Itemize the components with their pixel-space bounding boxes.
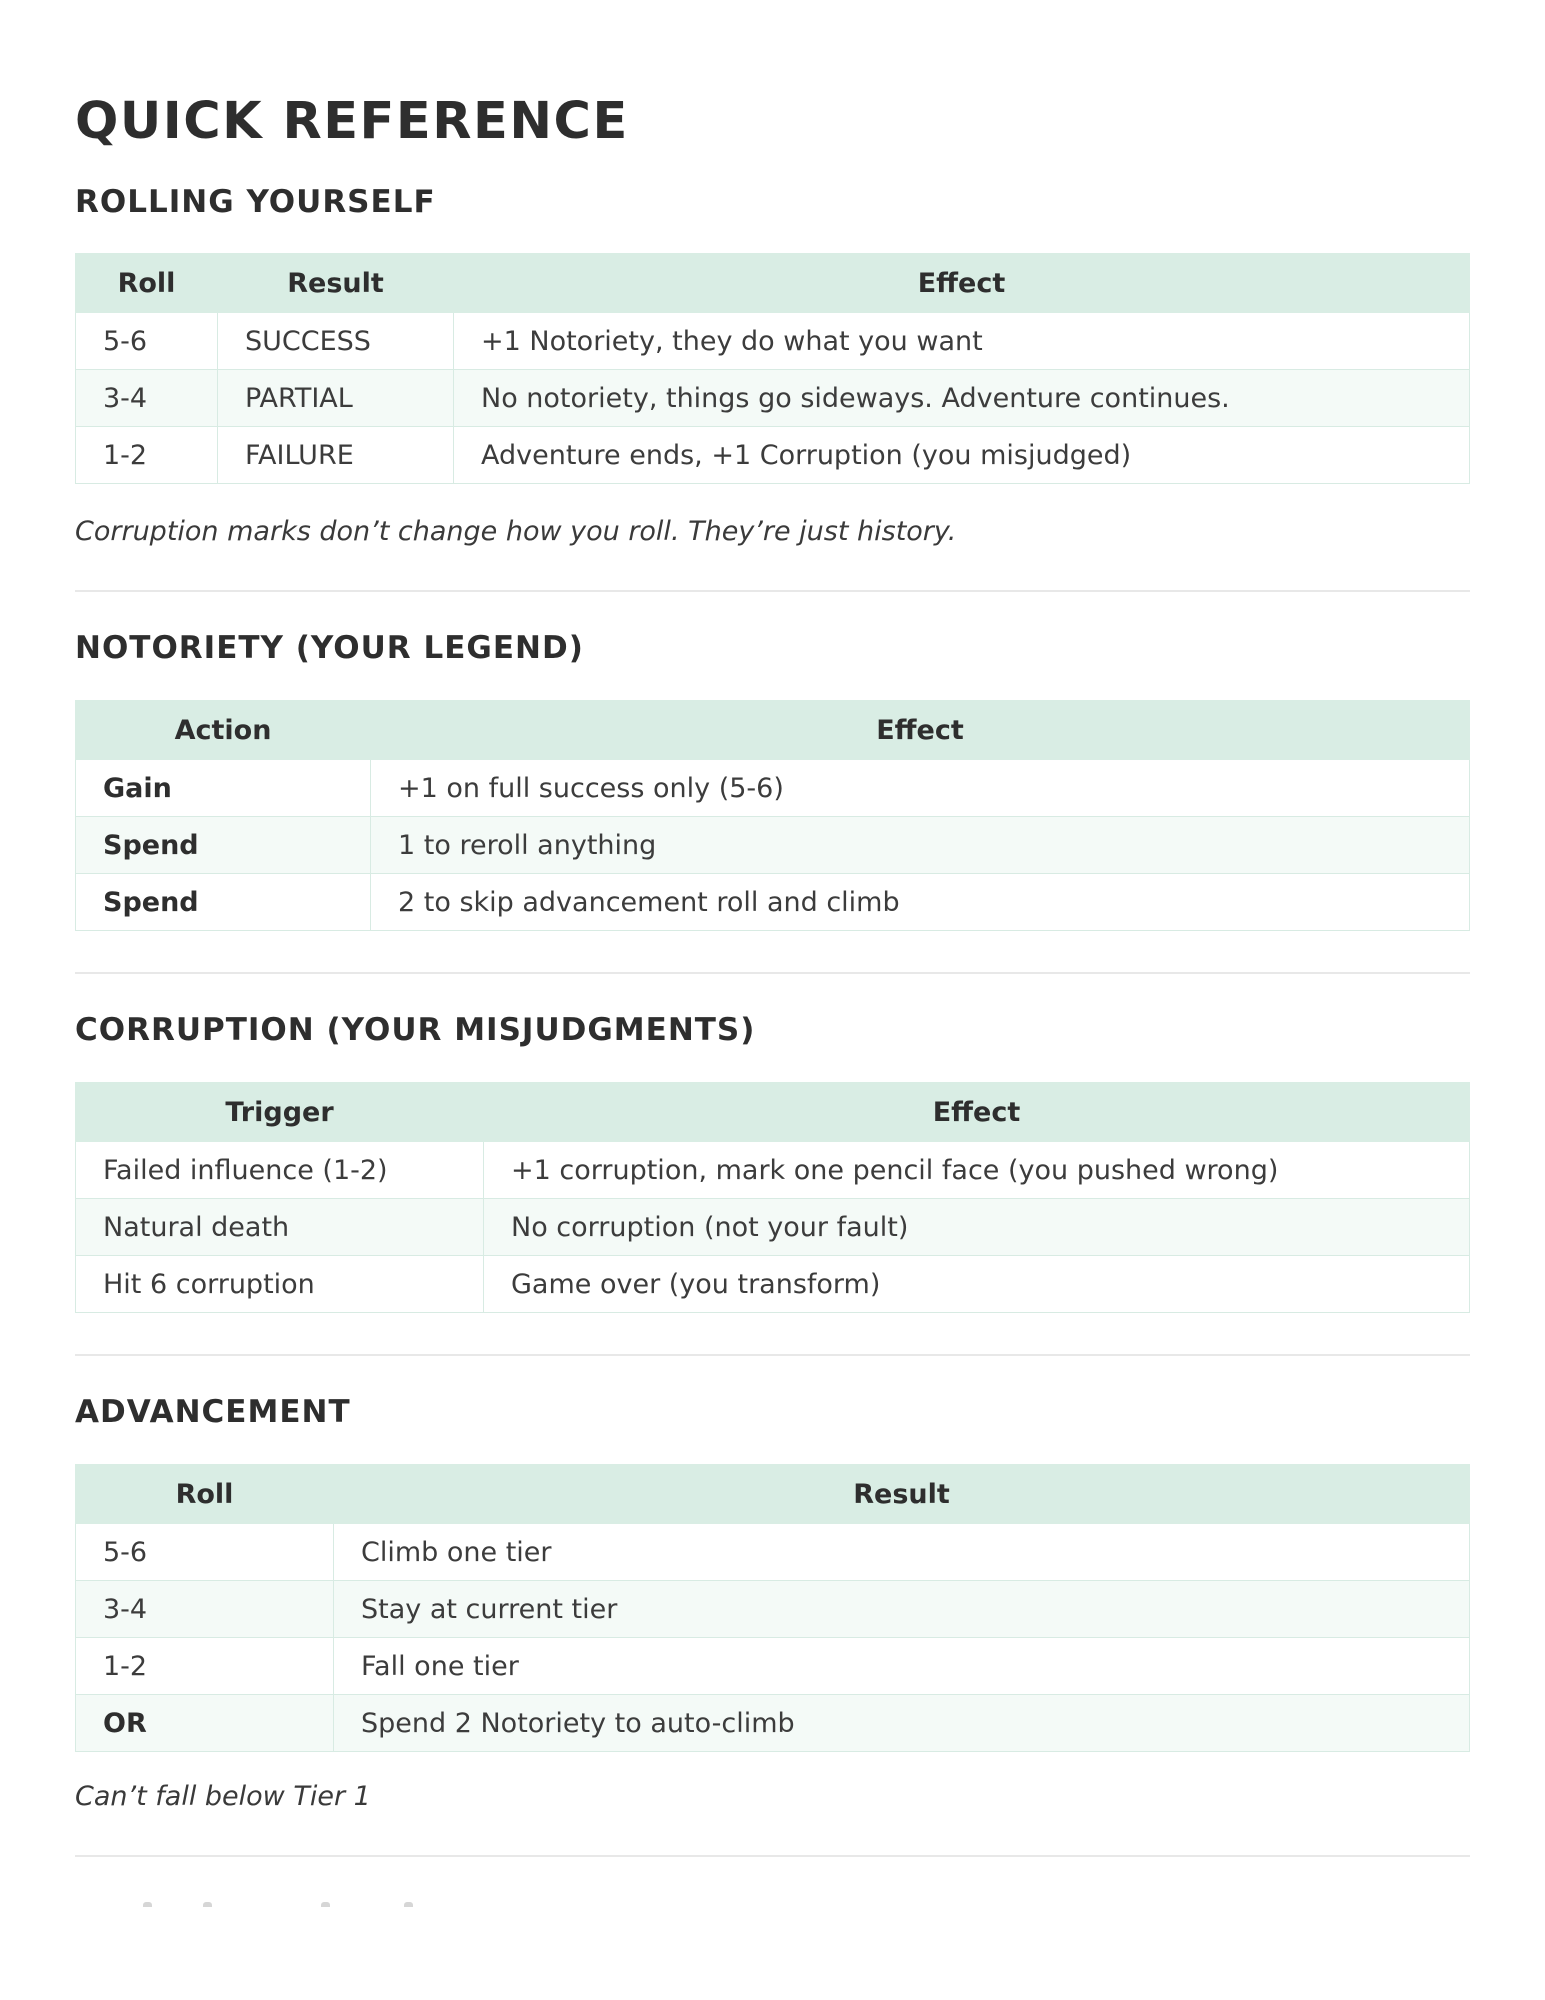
roll-cell: 3-4 (76, 370, 218, 427)
trigger-cell: Hit 6 corruption (76, 1256, 484, 1313)
table-header-row (76, 701, 1470, 760)
table-row (76, 1524, 1470, 1581)
trigger-cell: Natural death (76, 1199, 484, 1256)
table-row (76, 313, 1470, 370)
section-heading-notoriety: NOTORIETY (YOUR LEGEND) (75, 630, 584, 666)
result-cell: Spend 2 Notoriety to auto-climb (334, 1695, 1470, 1752)
cut-off-heading-fragment (75, 1896, 435, 1908)
table-header-row (76, 1083, 1470, 1142)
result-cell: Stay at current tier (334, 1581, 1470, 1638)
table-row (76, 370, 1470, 427)
trigger-cell: Failed influence (1-2) (76, 1142, 484, 1199)
column-header-roll: Roll (76, 1465, 334, 1524)
column-header-roll: Roll (76, 254, 218, 313)
column-header-effect: Effect (484, 1083, 1470, 1142)
result-cell: PARTIAL (218, 370, 454, 427)
table-row (76, 1581, 1470, 1638)
table-row (76, 1695, 1470, 1752)
result-cell: Fall one tier (334, 1638, 1470, 1695)
roll-cell: OR (76, 1695, 334, 1752)
effect-cell: 1 to reroll anything (371, 817, 1470, 874)
section-divider (75, 972, 1470, 974)
table-row (76, 427, 1470, 484)
advancement-table (75, 1464, 1470, 1752)
column-header-result: Result (334, 1465, 1470, 1524)
table-row (76, 1142, 1470, 1199)
roll-cell: 5-6 (76, 313, 218, 370)
roll-cell: 1-2 (76, 1638, 334, 1695)
notoriety-table (75, 700, 1470, 931)
effect-cell: 2 to skip advancement roll and climb (371, 874, 1470, 931)
column-header-effect: Effect (371, 701, 1470, 760)
rolling-note: Corruption marks don’t change how you roll. They’re just history. (75, 516, 957, 547)
page-title: QUICK REFERENCE (75, 92, 629, 151)
section-divider (75, 1354, 1470, 1356)
table-row (76, 817, 1470, 874)
table-row (76, 1638, 1470, 1695)
effect-cell: Adventure ends, +1 Corruption (you misjudged) (454, 427, 1470, 484)
table-header-row (76, 254, 1470, 313)
effect-cell: No corruption (not your fault) (484, 1199, 1470, 1256)
table-row (76, 760, 1470, 817)
section-divider (75, 1855, 1470, 1857)
column-header-action: Action (76, 701, 371, 760)
effect-cell: Game over (you transform) (484, 1256, 1470, 1313)
table-row (76, 1256, 1470, 1313)
advancement-note: Can’t fall below Tier 1 (75, 1781, 371, 1812)
section-heading-advancement: ADVANCEMENT (75, 1394, 351, 1430)
roll-cell: 3-4 (76, 1581, 334, 1638)
roll-cell: 5-6 (76, 1524, 334, 1581)
section-heading-rolling-yourself: ROLLING YOURSELF (75, 184, 436, 220)
rolling-yourself-table (75, 253, 1470, 484)
action-cell: Spend (76, 817, 371, 874)
result-cell: FAILURE (218, 427, 454, 484)
effect-cell: No notoriety, things go sideways. Adventure continues. (454, 370, 1470, 427)
corruption-table (75, 1082, 1470, 1313)
column-header-trigger: Trigger (76, 1083, 484, 1142)
result-cell: Climb one tier (334, 1524, 1470, 1581)
effect-cell: +1 on full success only (5-6) (371, 760, 1470, 817)
section-divider (75, 590, 1470, 592)
effect-cell: +1 Notoriety, they do what you want (454, 313, 1470, 370)
action-cell: Spend (76, 874, 371, 931)
table-row (76, 874, 1470, 931)
section-heading-corruption: CORRUPTION (YOUR MISJUDGMENTS) (75, 1012, 756, 1048)
effect-cell: +1 corruption, mark one pencil face (you pushed wrong) (484, 1142, 1470, 1199)
result-cell: SUCCESS (218, 313, 454, 370)
column-header-effect: Effect (454, 254, 1470, 313)
table-row (76, 1199, 1470, 1256)
action-cell: Gain (76, 760, 371, 817)
column-header-result: Result (218, 254, 454, 313)
roll-cell: 1-2 (76, 427, 218, 484)
table-header-row (76, 1465, 1470, 1524)
